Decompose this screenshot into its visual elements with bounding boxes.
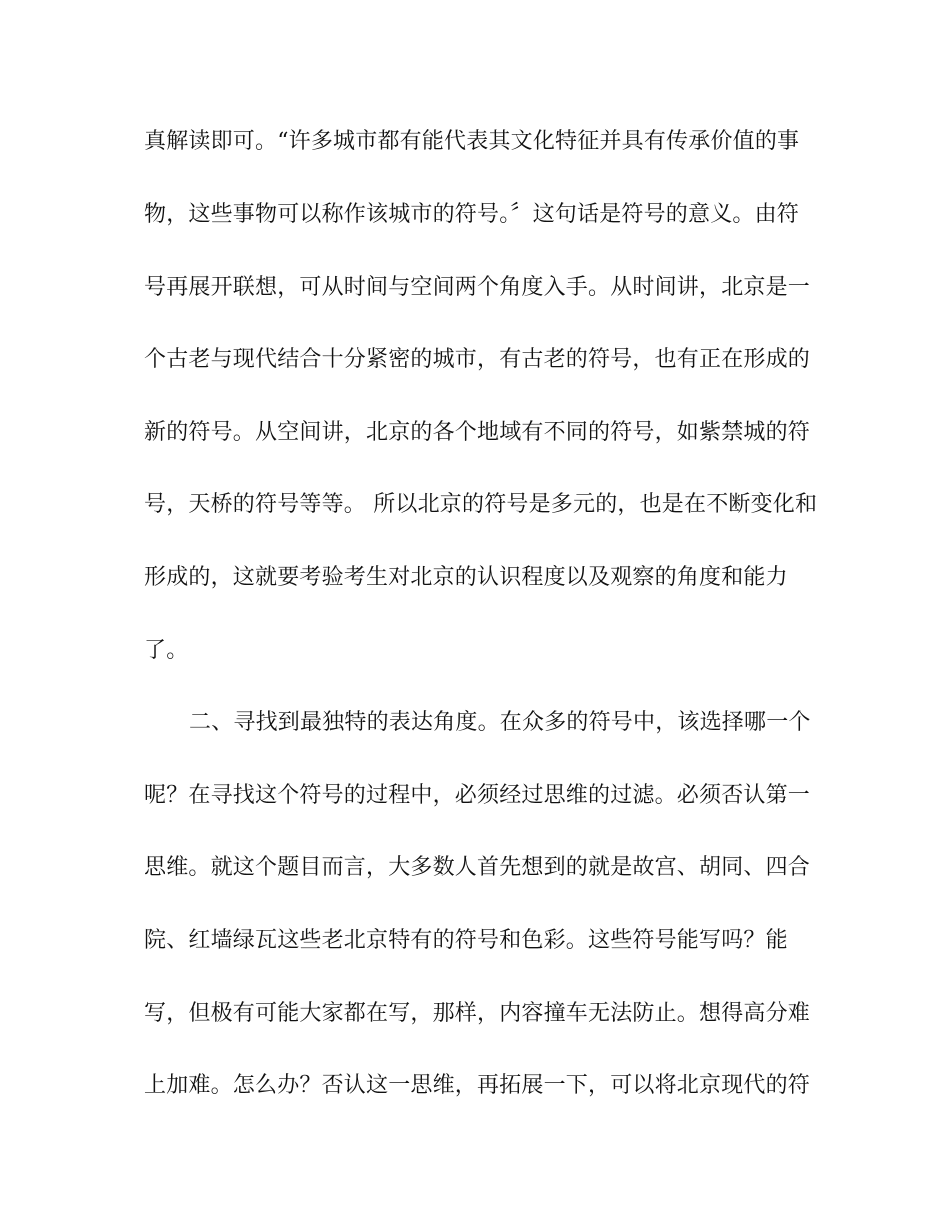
text-line: 了。 <box>144 638 189 663</box>
text-line: 院、红墙绿瓦这些老北京特有的符号和色彩。这些符号能写吗？能 <box>144 928 788 953</box>
text-line: 号，天桥的符号等等。 所以北京的符号是多元的，也是在不断变化和 <box>144 492 818 517</box>
text-line: 新的符号。从空间讲，北京的各个地域有不同的符号，如紫禁城的符 <box>144 420 811 445</box>
text-line: 写，但极有可能大家都在写，那样，内容撞车无法防止。想得高分难 <box>144 1001 811 1026</box>
text-line: 个古老与现代结合十分紧密的城市，有古老的符号，也有正在形成的 <box>144 347 811 372</box>
text-line: 物，这些事物可以称作该城市的符号。〞这句话是符号的意义。由符 <box>144 202 800 227</box>
text-line: 思维。就这个题目而言，大多数人首先想到的就是故宫、胡同、四合 <box>144 855 811 880</box>
text-line: 呢？在寻找这个符号的过程中，必须经过思维的过滤。必须否认第一 <box>144 783 811 808</box>
text-line: 号再展开联想，可从时间与空间两个角度入手。从时间讲，北京是一 <box>144 275 811 300</box>
text-line: 真解读即可。“许多城市都有能代表其文化特征并具有传承价值的事 <box>144 129 800 154</box>
text-line: 上加难。怎么办？否认这一思维，再拓展一下，可以将北京现代的符 <box>144 1073 811 1098</box>
paragraph-start-line: 二、寻找到最独特的表达角度。在众多的符号中，该选择哪一个 <box>189 710 811 735</box>
text-line: 形成的，这就要考验考生对北京的认识程度以及观察的角度和能力 <box>144 565 788 590</box>
